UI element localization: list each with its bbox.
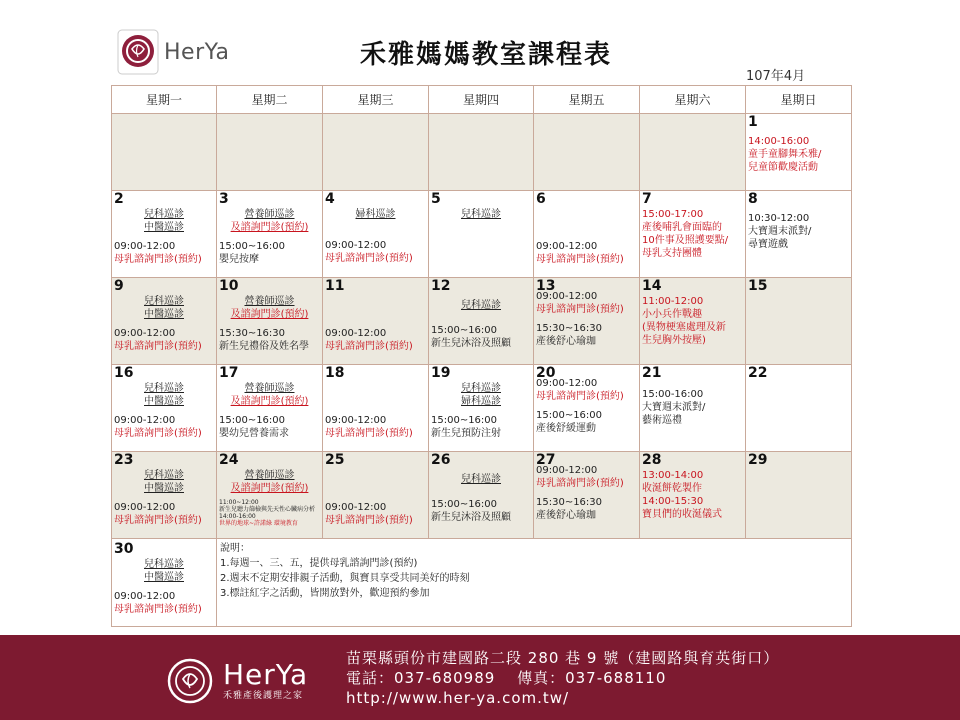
clinic-label: 營養師巡診 [244, 470, 295, 481]
event-title: 兒童節歡慶活動 [748, 162, 818, 173]
day-number: 6 [536, 191, 546, 207]
day-cell-13 [534, 278, 640, 365]
event-title: 藝術巡禮 [642, 415, 682, 426]
clinic-label: 中醫巡診 [144, 572, 184, 583]
day-cell-17 [217, 365, 323, 452]
day-number: 26 [431, 452, 451, 468]
day-cell-6 [534, 191, 640, 278]
event-time: 11:00-12:00 [642, 296, 704, 307]
clinic-label: 中醫巡診 [144, 396, 184, 407]
event-time: 15:00~16:00 [431, 325, 498, 336]
event-time: 14:00-15:30 [642, 496, 704, 507]
week-row [112, 191, 852, 278]
day-cell-14 [640, 278, 746, 365]
day-cell-26 [429, 452, 534, 539]
day-cell-1 [746, 114, 852, 191]
clinic-label: 兒科巡診 [461, 474, 501, 485]
event-title: 大寶週末派對/ [748, 226, 812, 237]
empty-day-cell [640, 114, 746, 191]
day-cell-21 [640, 365, 746, 452]
event-title: 嬰兒按摩 [219, 254, 259, 265]
event-title: 母乳諮詢門診(預約) [536, 254, 624, 265]
event-time: 15:00~16:00 [219, 241, 286, 252]
day-number: 21 [642, 365, 662, 381]
day-cell-24 [217, 452, 323, 539]
event-time: 09:00-12:00 [325, 415, 387, 426]
day-number: 11 [325, 278, 345, 294]
clinic-label: 婦科巡診 [355, 209, 396, 220]
clinic-label: 兒科巡診 [461, 209, 501, 220]
day-cell-4 [323, 191, 429, 278]
event-time: 14:00-16:00 [748, 136, 810, 147]
empty-day-cell [429, 114, 534, 191]
event-title: 產後哺乳會面臨的 [642, 222, 722, 233]
event-title: 母乳支持團體 [642, 248, 702, 259]
month-label: 107年4月 [746, 69, 806, 84]
weekday-header-row [112, 86, 852, 114]
day-cell-25 [323, 452, 429, 539]
event-title: 母乳諮詢門診(預約) [325, 341, 413, 352]
event-time: 09:00-12:00 [536, 465, 598, 476]
clinic-label: 營養師巡診 [244, 209, 295, 220]
weekday-header: 星期二 [217, 86, 323, 114]
day-number: 18 [325, 365, 345, 381]
event-time: 15:30~16:30 [219, 328, 286, 339]
weekday-header: 星期三 [323, 86, 429, 114]
event-title: 嬰幼兒營養需求 [219, 428, 289, 439]
day-number: 2 [114, 191, 124, 207]
day-number: 13 [536, 278, 556, 294]
page-title: 禾雅媽媽教室課程表 [360, 40, 613, 70]
event-title: 新生兒聽力篩檢與先天性心臟病分析 [219, 506, 316, 513]
day-cell-30 [112, 539, 217, 627]
event-time: 09:00-12:00 [114, 241, 176, 252]
weekday-header: 星期一 [112, 86, 217, 114]
day-cell-8 [746, 191, 852, 278]
day-number: 29 [748, 452, 768, 468]
day-number: 14 [642, 278, 662, 294]
event-title: 小小兵作戰趣 [642, 309, 702, 320]
event-title: 生兒胸外按壓) [642, 335, 706, 346]
day-number: 19 [431, 365, 451, 381]
weekday-header: 星期五 [534, 86, 640, 114]
day-cell-3 [217, 191, 323, 278]
event-title: 寶貝們的收涎儀式 [642, 509, 722, 520]
event-title: 新生兒預防注射 [431, 428, 501, 439]
day-cell-22 [746, 365, 852, 452]
day-number: 22 [748, 365, 768, 381]
event-title: (異物梗塞處理及新 [642, 322, 726, 333]
day-number: 15 [748, 278, 768, 294]
day-cell-5 [429, 191, 534, 278]
clinic-label: 兒科巡診 [144, 383, 184, 394]
event-time: 09:00-12:00 [325, 240, 387, 251]
day-number: 16 [114, 365, 134, 381]
event-time: 15:00~16:00 [536, 410, 603, 421]
day-number: 7 [642, 191, 652, 207]
brand-name: HerYa [164, 39, 230, 65]
event-title: 母乳諮詢門診(預約) [325, 253, 413, 264]
event-title: 母乳諮詢門診(預約) [114, 604, 202, 615]
event-time: 15:00~16:00 [431, 499, 498, 510]
rose-logo-icon [116, 27, 160, 77]
clinic-label: 兒科巡診 [461, 300, 501, 311]
footer-logo [165, 655, 308, 707]
event-title: 新生兒沐浴及照顧 [431, 338, 511, 349]
day-number: 28 [642, 452, 662, 468]
footer-brand-name: HerYa [223, 658, 309, 691]
day-number: 27 [536, 452, 556, 468]
empty-day-cell [112, 114, 217, 191]
event-title: 產後舒心瑜珈 [536, 510, 596, 521]
weekday-header: 星期六 [640, 86, 746, 114]
clinic-label: 兒科巡診 [461, 383, 501, 394]
day-number: 12 [431, 278, 451, 294]
week-row [112, 365, 852, 452]
event-time: 09:00-12:00 [114, 591, 176, 602]
clinic-label: 兒科巡診 [144, 209, 184, 220]
event-time: 11:00~12:00 [219, 499, 259, 506]
event-time: 09:00-12:00 [536, 291, 598, 302]
event-time: 09:00-12:00 [536, 241, 598, 252]
brand-logo [116, 27, 230, 77]
event-time: 09:00-12:00 [114, 502, 176, 513]
event-time: 15:30~16:30 [536, 497, 603, 508]
day-cell-2 [112, 191, 217, 278]
event-time: 09:00-12:00 [325, 502, 387, 513]
day-number: 25 [325, 452, 345, 468]
week-row [112, 278, 852, 365]
day-number: 5 [431, 191, 441, 207]
empty-day-cell [217, 114, 323, 191]
clinic-label: 中醫巡診 [144, 483, 184, 494]
week-row [112, 114, 852, 191]
clinic-label: 及諮詢門診(預約) [230, 483, 309, 494]
event-title: 童手童腳舞禾雅/ [748, 149, 822, 160]
day-cell-15 [746, 278, 852, 365]
event-time: 09:00-12:00 [536, 378, 598, 389]
day-cell-10 [217, 278, 323, 365]
clinic-label: 中醫巡診 [144, 222, 184, 233]
day-number: 9 [114, 278, 124, 294]
event-time: 09:00-12:00 [114, 328, 176, 339]
event-title: 尋寶遊戲 [748, 239, 788, 250]
day-cell-16 [112, 365, 217, 452]
empty-day-cell [323, 114, 429, 191]
clinic-label: 兒科巡診 [144, 559, 184, 570]
clinic-label: 兒科巡診 [144, 296, 184, 307]
day-cell-11 [323, 278, 429, 365]
day-number: 23 [114, 452, 134, 468]
event-time: 09:00-12:00 [325, 328, 387, 339]
event-time: 15:00~16:00 [219, 415, 286, 426]
contact-block [346, 648, 779, 708]
address-text: 苗栗縣頭份市建國路二段 280 巷 9 號（建國路與育英街口） [346, 649, 780, 667]
day-number: 3 [219, 191, 229, 207]
day-number: 10 [219, 278, 239, 294]
day-number: 4 [325, 191, 335, 207]
clinic-label: 中醫巡診 [144, 309, 184, 320]
day-cell-9 [112, 278, 217, 365]
day-number: 30 [114, 541, 134, 557]
event-title: 母乳諮詢門診(預約) [325, 515, 413, 526]
weekday-header: 星期四 [429, 86, 534, 114]
empty-day-cell [534, 114, 640, 191]
clinic-label: 營養師巡診 [244, 383, 295, 394]
event-title: 收涎餅乾製作 [642, 483, 702, 494]
event-title: 母乳諮詢門診(預約) [114, 428, 202, 439]
event-title: 新生兒禮俗及姓名學 [219, 341, 309, 352]
day-cell-20 [534, 365, 640, 452]
day-number: 20 [536, 365, 556, 381]
day-cell-23 [112, 452, 217, 539]
day-cell-19 [429, 365, 534, 452]
event-title: 新生兒沐浴及照顧 [431, 512, 511, 523]
event-time: 14:00-16:00 [219, 513, 256, 520]
clinic-label: 婦科巡診 [461, 396, 501, 407]
day-number: 8 [748, 191, 758, 207]
event-title: 10件事及照護要點/ [642, 235, 729, 246]
clinic-label: 兒科巡診 [144, 470, 184, 481]
weekday-header: 星期日 [746, 86, 852, 114]
note-item: 1.每週一、三、五，提供母乳諮詢門診(預約) [220, 558, 418, 569]
event-title: 母乳諮詢門診(預約) [536, 391, 624, 402]
event-time: 15:00-17:00 [642, 209, 704, 220]
event-title: 母乳諮詢門診(預約) [114, 254, 202, 265]
week-row [112, 539, 852, 627]
clinic-label: 及諮詢門診(預約) [230, 222, 309, 233]
day-number: 17 [219, 365, 239, 381]
day-cell-12 [429, 278, 534, 365]
day-number: 1 [748, 114, 758, 130]
phone-fax-text: 電話：037-680989 傳真：037-688110 [346, 669, 667, 687]
event-title: 世界的地球~許諾綠 環境教育 [219, 520, 298, 527]
notes-cell [217, 539, 852, 627]
day-cell-27 [534, 452, 640, 539]
website-link[interactable]: http://www.her-ya.com.tw/ [346, 689, 570, 707]
week-row [112, 452, 852, 539]
clinic-label: 及諮詢門診(預約) [230, 309, 309, 320]
event-time: 13:00-14:00 [642, 470, 704, 481]
clinic-label: 及諮詢門診(預約) [230, 396, 309, 407]
event-title: 母乳諮詢門診(預約) [536, 304, 624, 315]
event-time: 15:00-16:00 [642, 389, 704, 400]
clinic-label: 營養師巡診 [244, 296, 295, 307]
event-time: 15:30~16:30 [536, 323, 603, 334]
event-time: 15:00~16:00 [431, 415, 498, 426]
day-number: 24 [219, 452, 239, 468]
calendar-table [111, 85, 852, 627]
footer-brand-subtitle: 禾雅產後護理之家 [223, 691, 304, 701]
day-cell-28 [640, 452, 746, 539]
day-cell-18 [323, 365, 429, 452]
note-item: 2.週末不定期安排親子活動，與寶貝享受共同美好的時刻 [220, 573, 470, 584]
event-title: 母乳諮詢門診(預約) [325, 428, 413, 439]
event-title: 產後舒心瑜珈 [536, 336, 596, 347]
event-time: 10:30-12:00 [748, 213, 810, 224]
note-item: 3.標註紅字之活動，皆開放對外，歡迎預約參加 [220, 588, 430, 599]
day-cell-7 [640, 191, 746, 278]
event-title: 母乳諮詢門診(預約) [536, 478, 624, 489]
day-cell-29 [746, 452, 852, 539]
event-title: 大寶週末派對/ [642, 402, 706, 413]
event-title: 母乳諮詢門診(預約) [114, 515, 202, 526]
notes-heading: 說明： [220, 543, 250, 554]
event-time: 09:00-12:00 [114, 415, 176, 426]
event-title: 產後舒緩運動 [536, 423, 596, 434]
event-title: 母乳諮詢門診(預約) [114, 341, 202, 352]
rose-logo-icon [165, 655, 215, 707]
